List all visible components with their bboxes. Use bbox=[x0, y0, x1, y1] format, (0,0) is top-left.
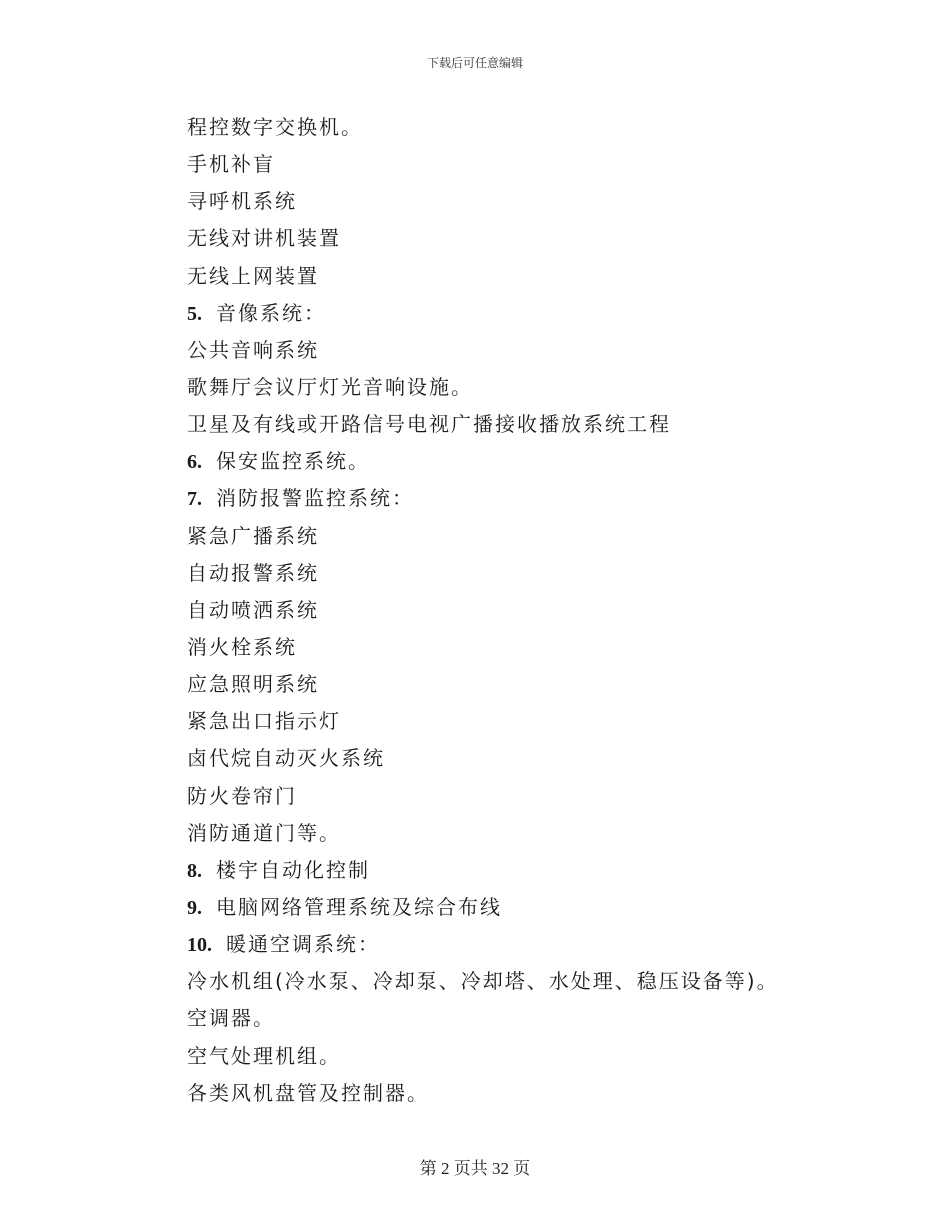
line-text: 歌舞厅会议厅灯光音响设施。 bbox=[187, 374, 473, 399]
line-text: 冷水机组(冷水泵、冷却泵、冷却塔、水处理、稳压设备等)。 bbox=[187, 969, 779, 994]
list-item bbox=[187, 703, 847, 740]
list-item bbox=[187, 1075, 847, 1112]
list-item bbox=[187, 1000, 847, 1037]
list-item bbox=[187, 555, 847, 592]
line-text: 音像系统： bbox=[216, 300, 326, 325]
line-text: 卫星及有线或开路信号电视广播接收播放系统工程 bbox=[187, 412, 671, 437]
line-text: 各类风机盘管及控制器。 bbox=[187, 1080, 429, 1105]
numbered-heading bbox=[187, 480, 847, 517]
line-text: 手机补盲 bbox=[187, 152, 275, 177]
line-text: 电脑网络管理系统及综合布线 bbox=[216, 894, 502, 919]
line-text: 防火卷帘门 bbox=[187, 783, 297, 808]
item-number: 7. bbox=[187, 488, 202, 511]
list-item bbox=[187, 220, 847, 257]
list-item bbox=[187, 332, 847, 369]
item-number: 9. bbox=[187, 896, 202, 919]
list-item bbox=[187, 815, 847, 852]
line-text: 消防报警监控系统： bbox=[216, 486, 414, 511]
line-text: 空气处理机组。 bbox=[187, 1043, 341, 1068]
list-item bbox=[187, 629, 847, 666]
list-item bbox=[187, 258, 847, 295]
list-item bbox=[187, 592, 847, 629]
line-text: 程控数字交换机。 bbox=[187, 115, 363, 139]
line-text: 自动喷洒系统 bbox=[187, 597, 319, 622]
numbered-heading bbox=[187, 926, 847, 963]
numbered-heading bbox=[187, 295, 847, 332]
item-number: 6. bbox=[187, 451, 202, 474]
item-number: 8. bbox=[187, 859, 202, 882]
list-item bbox=[187, 778, 847, 815]
item-number: 5. bbox=[187, 302, 202, 325]
numbered-heading bbox=[187, 852, 847, 889]
list-item bbox=[187, 518, 847, 555]
line-text: 无线上网装置 bbox=[187, 263, 319, 288]
line-text: 紧急广播系统 bbox=[187, 523, 319, 548]
line-text: 应急照明系统 bbox=[187, 672, 319, 697]
line-text: 紧急出口指示灯 bbox=[187, 709, 341, 734]
header-note: 下载后可任意编辑 bbox=[426, 56, 523, 70]
list-item bbox=[187, 109, 847, 146]
list-item bbox=[187, 740, 847, 777]
line-text: 空调器。 bbox=[187, 1006, 275, 1031]
line-text: 消防通道门等。 bbox=[187, 820, 341, 845]
line-text: 楼宇自动化控制 bbox=[216, 857, 370, 882]
line-text: 自动报警系统 bbox=[187, 560, 319, 585]
line-text: 无线对讲机装置 bbox=[187, 226, 341, 251]
numbered-heading bbox=[187, 443, 847, 480]
page-number: 第 2 页共 32 页 bbox=[419, 1159, 531, 1178]
list-item bbox=[187, 369, 847, 406]
document-body bbox=[187, 109, 847, 1112]
list-item bbox=[187, 666, 847, 703]
line-text: 保安监控系统。 bbox=[216, 449, 370, 474]
line-text: 寻呼机系统 bbox=[187, 189, 297, 214]
list-item bbox=[187, 1038, 847, 1075]
line-text: 消火栓系统 bbox=[187, 634, 297, 659]
line-text: 暖通空调系统： bbox=[226, 932, 380, 957]
list-item bbox=[187, 183, 847, 220]
line-text: 卤代烷自动灭火系统 bbox=[187, 746, 385, 771]
line-text: 公共音响系统 bbox=[187, 337, 319, 362]
list-item bbox=[187, 963, 847, 1000]
numbered-heading bbox=[187, 889, 847, 926]
item-number: 10. bbox=[187, 934, 212, 957]
list-item bbox=[187, 146, 847, 183]
list-item bbox=[187, 406, 847, 443]
